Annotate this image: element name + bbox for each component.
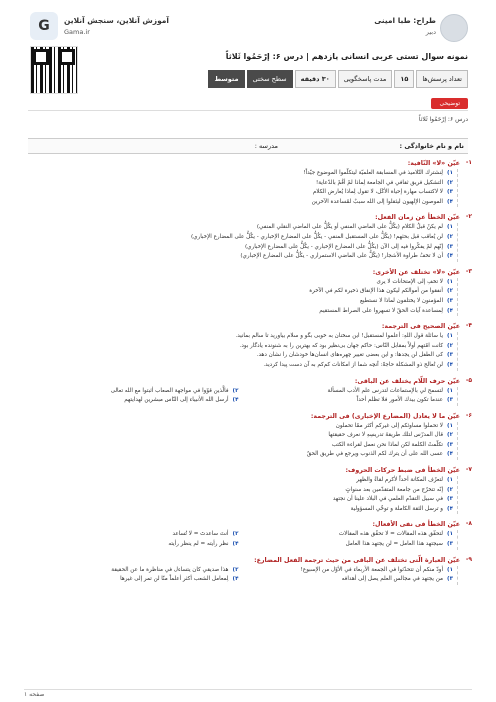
option-text: لن يُعاقب قبل بحثهم! (يكُلُّ على المستقبل المنفي - يكُلُّ على المضارع الإخباري - يكُلُّ على المضارع الإخباري)	[190, 233, 443, 240]
question-number: ۱-	[465, 159, 472, 166]
option-number: ۳)	[447, 352, 453, 359]
option[interactable]	[24, 495, 453, 505]
question-number: ۳-	[465, 267, 472, 275]
name-row	[28, 138, 468, 154]
options-list	[24, 387, 458, 406]
question-text: عیّن ما لا یعادل (المضارع الإخباری) فی الترجمة:	[310, 412, 460, 420]
site-name: آموزش آنلاین، سنجش آنلاین	[64, 16, 170, 25]
options-list	[24, 530, 458, 549]
site-logo: G	[30, 12, 58, 40]
option-text: أودّ منكم أن تتحدّثوا في الجمعة الأربعاء في الأوّل من الإسبوع!	[300, 566, 443, 573]
option-number: ۳)	[447, 297, 453, 304]
question-text: عیّن الخطأ فی نفی الأفعال:	[372, 521, 460, 529]
option-text: تكلّمتْ الكلمة لكن لماذا نحن نعمل لقراءة الكتب	[331, 441, 443, 448]
option-number: ۳)	[447, 496, 453, 503]
options-list	[24, 332, 458, 370]
option-number: ۴)	[447, 451, 453, 458]
option-text: التشكيل فريق ثقافي في الجامعة لِماذا لمْ أقُمْ بالدّعاية!	[316, 179, 443, 186]
option[interactable]	[24, 252, 453, 262]
option[interactable]	[24, 198, 453, 208]
option-number: ۴)	[447, 307, 453, 314]
option-number: ۴)	[447, 361, 453, 368]
option-number: ۲)	[232, 387, 239, 394]
option-number: ۴)	[232, 541, 239, 548]
question-text: عیّن حرف اللّام یختلف عن الباقی:	[354, 377, 460, 385]
option-text: من يجتهد في مجالس العلم يصل إلى أهدافه	[341, 576, 443, 583]
question-number: ۶-	[465, 411, 472, 419]
option-text: لا تخفِ إلى الإمتحانات لا يرى	[376, 278, 443, 285]
question	[24, 267, 472, 316]
question	[24, 555, 472, 585]
option-number: ۳)	[447, 576, 453, 583]
option-text: الموصون الإلهيون ليثقلوا إلى الله سببٌ لمُساعدة الآخرين	[311, 198, 443, 205]
options-list	[24, 278, 458, 316]
option[interactable]	[24, 566, 239, 576]
option-text: لتسمح لي بالإستماعات لتدرس علم الأدب المسألة	[327, 387, 443, 394]
option-number: ۴)	[232, 576, 239, 583]
question-number: ۵-	[465, 376, 472, 384]
option-text: قال المدرّس لتلك طريقةَ تدريسِهِ لا نعرف حقيقتها	[328, 432, 443, 439]
option-number: ۴)	[447, 253, 453, 260]
info-count-value: ۱۵	[394, 70, 414, 88]
lesson-title: درس ۶: إرْحَمُوا ثَلاثاً	[418, 116, 468, 123]
option[interactable]	[24, 287, 453, 297]
question	[24, 158, 472, 207]
option-text: في سبيل التقدّم العلمي في البلاد علينا أن نجتهد	[332, 496, 443, 503]
section-tab: توضیحی	[431, 98, 468, 109]
question-text: عیّن العبارة الّتی تختلف عن الباقی من حیث ترجمة الفعل المضارع:	[254, 556, 460, 564]
option-number: ۲)	[447, 486, 453, 493]
option-number: ۲)	[447, 342, 453, 349]
question-text: عیّن «لا» النّافیة:	[407, 160, 460, 167]
option-number: ۳)	[447, 397, 453, 404]
page-title: نمونه سوال تستی عربی انسانی یازدهم | درس ۶: إرْحَمُوا ثَلاثاً	[225, 52, 468, 61]
option-text: عندما تكون بيدك الأمور فلا تظلم أحداً	[356, 397, 443, 404]
option[interactable]	[24, 342, 453, 352]
question-text: عیّن الخطأ فی ضبط حرکات الحروف:	[345, 467, 460, 475]
info-level-label: سطح سختی	[247, 70, 293, 88]
option-number: ۲)	[447, 432, 453, 439]
option[interactable]	[24, 431, 453, 441]
option[interactable]	[239, 387, 454, 397]
question-text: عیّن الخطأ عن زمان الفعل:	[375, 214, 460, 222]
option-text: لِنشترك التّلاميذ في المسابقة العلميّة ليتكلّموا الموضوع جيّداً!	[303, 170, 443, 176]
options-list	[24, 223, 458, 261]
option[interactable]	[239, 396, 454, 406]
option-number: ۱)	[447, 422, 453, 429]
options-list	[24, 566, 458, 585]
option[interactable]	[24, 233, 453, 243]
option-number: ۲)	[447, 288, 453, 295]
divider	[24, 689, 472, 690]
option-number: ۱)	[447, 333, 453, 340]
option[interactable]	[24, 243, 453, 253]
option[interactable]	[24, 278, 453, 288]
option-text: هذا صديقي كان يتساءل في مناظرة ما عن الحقيقة	[111, 566, 229, 573]
option-number: ۳)	[447, 541, 453, 548]
option[interactable]	[239, 566, 454, 576]
option[interactable]	[24, 361, 453, 371]
option-text: إنّهم لمْ يفكّروا فيه إلى الآن (يكُلُّ على المضارع الإخباري - يكُلُّ على المضارع الإخباري)	[244, 243, 443, 250]
info-time-label: مدت پاسخگویی	[338, 70, 393, 88]
option-text: أن لا تخفُ طراوة الأشجار! (يكُلُّ على الماضي الاستمراري - يكُلُّ على المضارع الإخباري)	[240, 253, 443, 260]
name-label: نام و نام خانوادگی :	[399, 142, 464, 150]
question	[24, 465, 472, 514]
option-number: ۳)	[447, 189, 453, 196]
question	[24, 376, 472, 406]
option-number: ۲)	[447, 179, 453, 186]
option-number: ۴)	[447, 198, 453, 205]
option-text: لم يكنْ قبلُ الكلام (يكُلُّ على الماضي المنفي أو يكُلُّ على الماضي النقلي المنفي)	[256, 224, 443, 231]
option[interactable]	[24, 486, 453, 496]
option-number: ۳)	[447, 441, 453, 448]
option-text: لا تحملوا مساوئكم إلى غيركم أكثر ممّا تحملون	[335, 422, 443, 429]
option-text: لِمساعدة آيات الحقّ لا تسهروا على الصراط المستقيم	[319, 307, 443, 314]
option-number: ۴)	[447, 505, 453, 512]
question	[24, 212, 472, 261]
question	[24, 519, 472, 549]
questions-list	[24, 158, 472, 590]
question-text: عیّن الصحیح فی الترجمة:	[381, 323, 460, 331]
option-number: ۱)	[447, 278, 453, 285]
info-time-value: ۳۰ دقیقه	[295, 70, 336, 88]
author-avatar	[440, 14, 468, 42]
option-text: کی الطفل لن یجدها: و این بعضی تغییر چهره‌های انسان‌ها خودشان را نشان دهد.	[256, 352, 443, 359]
option[interactable]	[24, 307, 453, 317]
question-number: ۴-	[465, 322, 472, 330]
option-text: و ترسل الثقة الكاملة و توخّي المسؤولية	[350, 505, 443, 512]
page-number: صفحه ۱	[24, 691, 45, 698]
option-text: أنتَ ساعدتَ = لا تُساعد	[172, 531, 229, 538]
option-text: عسى الله على أن يترك لكم الذنوب ويرجع في طريق الحقّ	[306, 451, 443, 458]
option[interactable]	[239, 530, 454, 540]
option-number: ۲)	[232, 531, 239, 538]
option[interactable]	[239, 540, 454, 550]
title-block	[30, 46, 468, 94]
option-text: أرسل الله الأنبياء إلى النّاس مبشرين لهدايتهم	[124, 397, 229, 404]
option[interactable]	[24, 179, 453, 189]
option-text: المؤمنون لا يختلفون لماذا لا نستطيع	[359, 297, 443, 304]
option-text: لتعرّف المكانة أحداً لأكرم لقاءً والظهر	[356, 477, 443, 484]
option-number: ۱)	[447, 170, 453, 176]
option[interactable]	[24, 332, 453, 342]
option-text: کانت امّتهم أولاً بمقابل النّاس: حاکم جهان بی‌نظیر بود که بهترین را به شنونده یادگار بود.	[239, 342, 443, 349]
option[interactable]	[24, 396, 239, 406]
option-number: ۱)	[447, 531, 453, 538]
option-number: ۱)	[447, 477, 453, 484]
options-list	[24, 169, 458, 207]
option[interactable]	[24, 223, 453, 233]
option[interactable]	[24, 422, 453, 432]
option-text: إنّه تتخرّج من جامعة المتقدّمين بعد سنواتٍ	[345, 486, 443, 493]
option-number: ۱)	[447, 566, 453, 573]
option-text: یا سائلة قول اللهِ: أعلموا لمستقبل! این سخنان به خوبی بگو و سلام بیاورید تا سالم بمانید.	[235, 333, 443, 340]
option-number: ۲)	[447, 233, 453, 240]
option[interactable]	[24, 575, 239, 585]
option[interactable]	[24, 450, 453, 460]
option[interactable]	[24, 505, 453, 515]
option-number: ۴)	[232, 397, 239, 404]
qr-code-icon	[30, 46, 78, 94]
question-number: ۹-	[465, 555, 472, 563]
option[interactable]	[24, 351, 453, 361]
option-number: ۲)	[232, 566, 239, 573]
page-header	[30, 12, 468, 44]
options-list	[24, 476, 458, 514]
author-grade: دبیر	[425, 28, 436, 36]
info-count-label: تعداد پرسش‌ها	[416, 70, 468, 88]
option-text: أنفقوا من أموالكم ليكون هذا الإنفاق ذخيرة لكم في الآخرة	[309, 288, 443, 295]
option-number: ۱)	[447, 387, 453, 394]
option[interactable]	[24, 530, 239, 540]
option-text: لتحقّق هذه المقالات = لا تحقّق هذه المقالات	[338, 531, 443, 538]
option-text: لن تُعالج ذو المشکلة حاجةً: آنچه شما از امکانات کم‌کم به آن دست پیدا کردید.	[263, 361, 443, 368]
question-text: عیّن «لا» تختلف عن الأخرى:	[372, 268, 460, 276]
info-row	[208, 70, 468, 88]
option[interactable]	[24, 297, 453, 307]
option-text: فالَّذين قوّوا في مواجهة الصعاب أثبتوا مع الله تعالى	[110, 387, 229, 394]
info-level-value: متوسط	[208, 70, 244, 88]
option[interactable]	[24, 169, 453, 179]
question-number: ۲-	[465, 213, 472, 221]
option-text: لِمعامل الشعب أكثر أعلماً منّا لن تمر إلى غيرها	[120, 576, 229, 583]
question-number: ۷-	[465, 466, 472, 474]
question	[24, 321, 472, 370]
option[interactable]	[24, 476, 453, 486]
option[interactable]	[239, 575, 454, 585]
option[interactable]	[24, 540, 239, 550]
option[interactable]	[24, 441, 453, 451]
options-list	[24, 422, 458, 460]
option-text: نظر رأيته = لم ينظر رأيته	[168, 541, 229, 548]
option-text: لا لاكتساب مهارة إحياة الأكَل، لا تقول لِماذا يُعارض الكلام	[312, 189, 443, 196]
option[interactable]	[24, 387, 239, 397]
school-label: مدرسه :	[254, 142, 278, 150]
option-number: ۱)	[447, 224, 453, 231]
option-number: ۳)	[447, 243, 453, 250]
option[interactable]	[24, 188, 453, 198]
author-name: طراح: طبا امینی	[374, 16, 436, 25]
divider	[28, 110, 468, 111]
option-text: سيجتهد هذا العامل = لن يجتهد هذا العامل	[345, 541, 443, 548]
site-url: Gama.ir	[64, 28, 90, 36]
question-number: ۸-	[465, 520, 472, 528]
question	[24, 411, 472, 460]
